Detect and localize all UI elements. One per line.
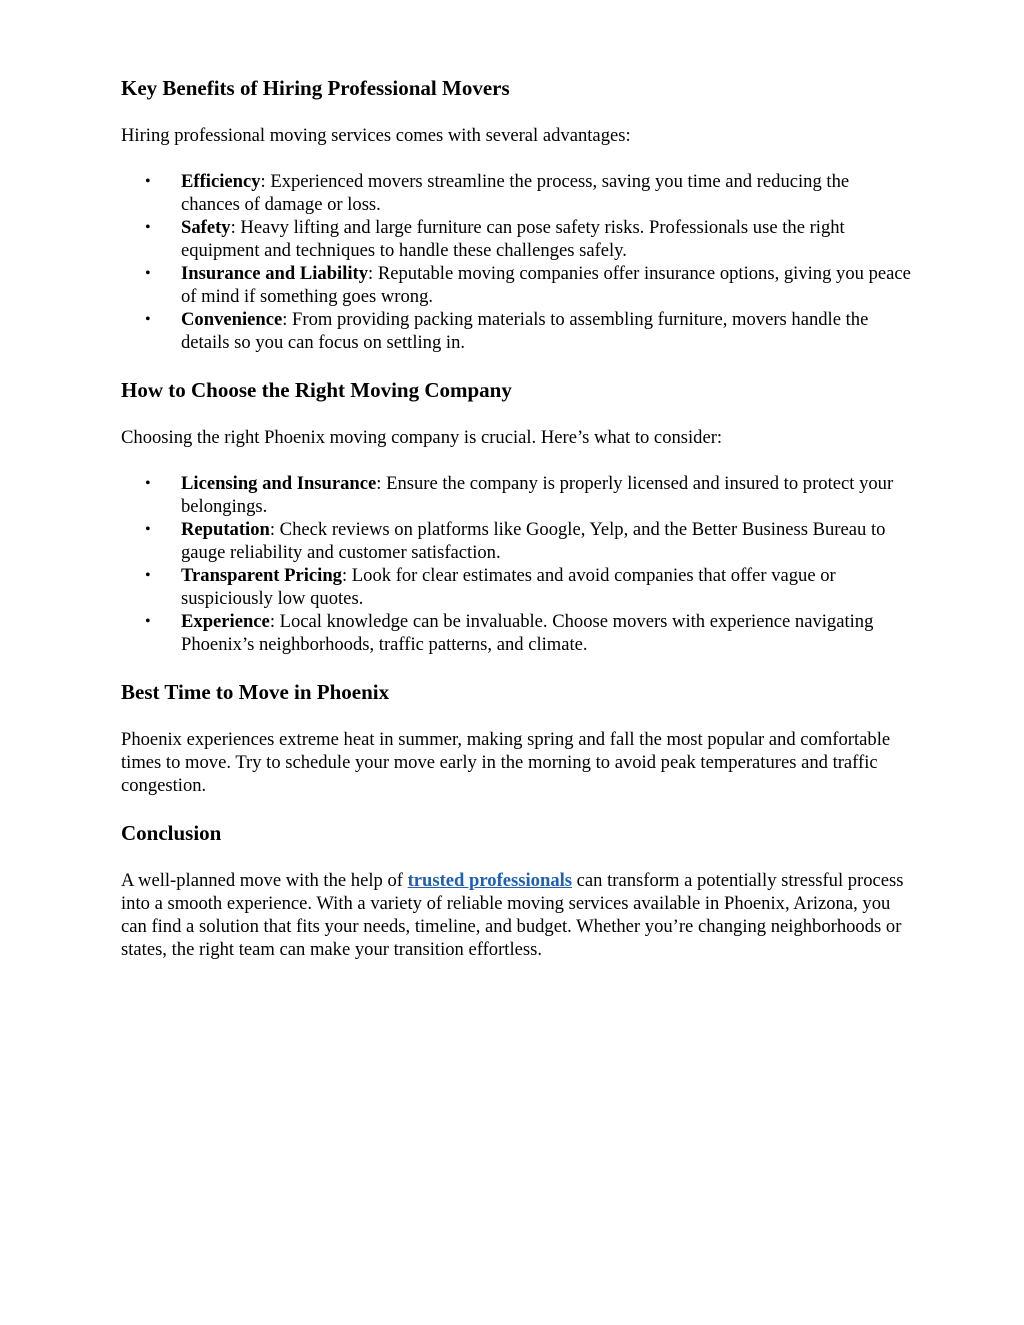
section-body-conclusion <box>121 869 911 961</box>
list-item-term: Safety <box>181 217 231 238</box>
section-heading-conclusion: Conclusion <box>121 821 222 845</box>
list-item <box>121 610 911 656</box>
list-item-text: : From providing packing materials to assembling furniture, movers handle the details so you can focus on settling in. <box>181 309 869 353</box>
list-item-term: Insurance and Liability <box>181 263 369 284</box>
list-item <box>121 472 911 518</box>
list-item <box>121 216 911 262</box>
section-heading-best-time: Best Time to Move in Phoenix <box>121 680 390 704</box>
bullet-icon: • <box>145 173 151 190</box>
list-item-term: Licensing and Insurance <box>181 473 377 494</box>
section-body-best-time: Phoenix experiences extreme heat in summer, making spring and fall the most popular and comfortable times to move. Try to schedule your move early in the morning to avoid peak temperatures and traffic congestion. <box>121 729 891 796</box>
conclusion-text-before-link: A well-planned move with the help of <box>121 870 408 891</box>
trusted-professionals-link[interactable]: trusted professionals <box>407 870 573 891</box>
section-intro-key-benefits: Hiring professional moving services comes with several advantages: <box>121 125 631 146</box>
document-page <box>121 74 911 961</box>
bullet-icon: • <box>145 219 151 236</box>
list-item <box>121 564 911 610</box>
bullet-icon: • <box>145 613 151 630</box>
criteria-list <box>121 472 911 656</box>
bullet-icon: • <box>145 475 151 492</box>
bullet-icon: • <box>145 567 151 584</box>
list-item-text: : Local knowledge can be invaluable. Choose movers with experience navigating Phoenix’s neighborhoods, traffic patterns, and climate. <box>181 611 874 655</box>
list-item <box>121 518 911 564</box>
list-item-text: : Experienced movers streamline the process, saving you time and reducing the chances of damage or loss. <box>181 171 850 215</box>
list-item-term: Experience <box>181 611 270 632</box>
bullet-icon: • <box>145 521 151 538</box>
list-item <box>121 308 911 354</box>
list-item <box>121 262 911 308</box>
list-item-text: : Heavy lifting and large furniture can pose safety risks. Professionals use the right equipment and techniques to handle these challenges safely. <box>181 217 845 261</box>
benefits-list <box>121 170 911 354</box>
section-heading-key-benefits: Key Benefits of Hiring Professional Movers <box>121 76 510 100</box>
list-item-text: : Check reviews on platforms like Google, Yelp, and the Better Business Bureau to gauge reliability and customer satisfaction. <box>181 519 886 563</box>
list-item-text: : Look for clear estimates and avoid companies that offer vague or suspiciously low quotes. <box>181 565 836 609</box>
list-item-text: : Reputable moving companies offer insurance options, giving you peace of mind if something goes wrong. <box>181 263 911 307</box>
list-item <box>121 170 911 216</box>
section-heading-choose-company: How to Choose the Right Moving Company <box>121 378 512 402</box>
bullet-icon: • <box>145 311 151 328</box>
section-intro-choose-company: Choosing the right Phoenix moving company is crucial. Here’s what to consider: <box>121 427 723 448</box>
list-item-term: Efficiency <box>181 171 261 192</box>
list-item-text: : Ensure the company is properly licensed and insured to protect your belongings. <box>181 473 894 517</box>
list-item-term: Transparent Pricing <box>181 565 342 586</box>
bullet-icon: • <box>145 265 151 282</box>
list-item-term: Reputation <box>181 519 270 540</box>
conclusion-text-after-link: can transform a potentially stressful process into a smooth experience. With a variety of reliable moving services available in Phoenix, Arizona, you can find a solution that fits your needs, timeline, and budget. Whether you’re changing neighborhoods or states, the right team can make your transition effortless. <box>121 870 904 960</box>
list-item-term: Convenience <box>181 309 283 330</box>
